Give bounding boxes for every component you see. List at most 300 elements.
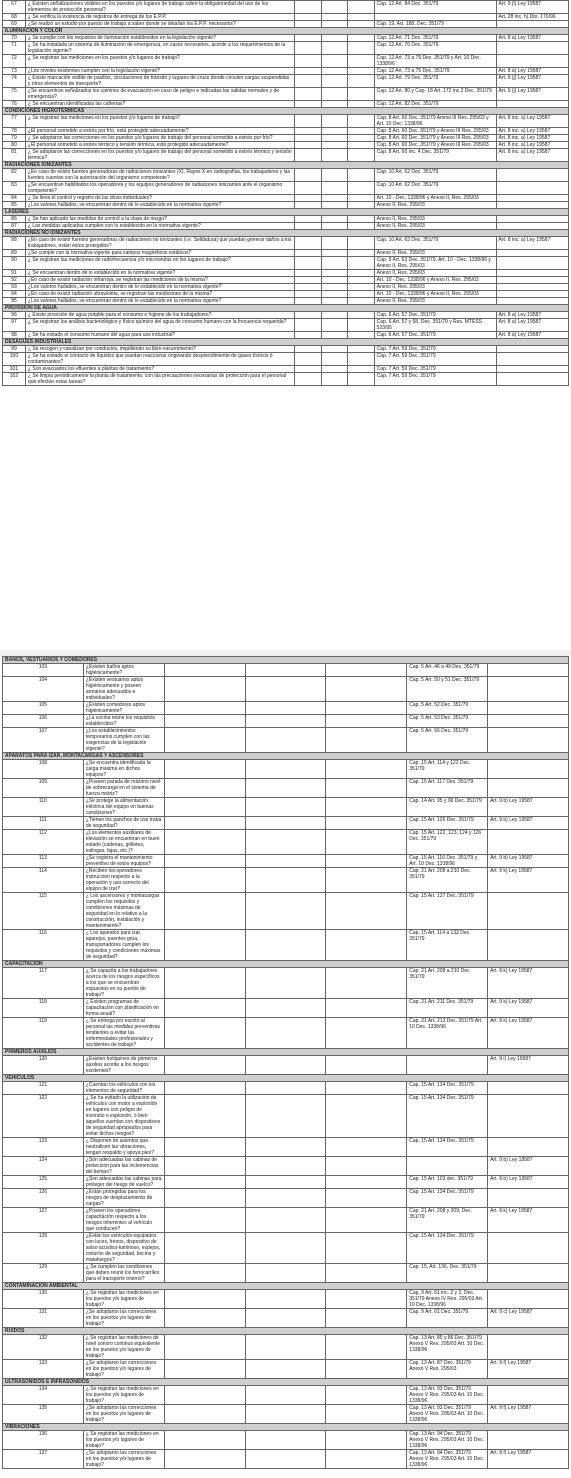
- answer-yes-cell[interactable]: [295, 142, 322, 149]
- answer-na-cell[interactable]: [326, 1233, 407, 1264]
- answer-na-cell[interactable]: [348, 115, 375, 128]
- answer-no-cell[interactable]: [321, 14, 348, 21]
- answer-na-cell[interactable]: [348, 14, 375, 21]
- answer-yes-cell[interactable]: [295, 75, 322, 88]
- answer-no-cell[interactable]: [245, 1360, 326, 1379]
- answer-yes-cell[interactable]: [164, 715, 245, 728]
- answer-no-cell[interactable]: [245, 855, 326, 868]
- answer-na-cell[interactable]: [348, 135, 375, 142]
- item-number: 95: [3, 298, 26, 305]
- answer-no-cell[interactable]: [321, 353, 348, 366]
- answer-na-cell[interactable]: [326, 1018, 407, 1049]
- answer-na-cell[interactable]: [348, 291, 375, 298]
- item-question: ¿Cuentan los vehículos con los elementos de seguridad?: [83, 1082, 164, 1095]
- answer-yes-cell[interactable]: [295, 353, 322, 366]
- answer-no-cell[interactable]: [245, 702, 326, 715]
- answer-na-cell[interactable]: [326, 1309, 407, 1328]
- answer-na-cell[interactable]: [326, 1386, 407, 1405]
- answer-no-cell[interactable]: [245, 1157, 326, 1176]
- answer-na-cell[interactable]: [326, 968, 407, 999]
- answer-na-cell[interactable]: [326, 830, 407, 855]
- checklist-row: [3, 760, 569, 779]
- section-header: [3, 28, 569, 35]
- answer-na-cell[interactable]: [348, 35, 375, 42]
- item-number: 126: [3, 1189, 84, 1208]
- checklist-row: [3, 830, 569, 855]
- answer-yes-cell[interactable]: [164, 855, 245, 868]
- item-question: ¿En caso de existir fuentes generadoras de radiaciones ionizantes (X), Rayos X en radiografías, los trabajadores y las fuentes cuentan con la autorización del organismo competente?: [25, 169, 294, 182]
- answer-no-cell[interactable]: [321, 298, 348, 305]
- item-number: 92: [3, 277, 26, 284]
- answer-no-cell[interactable]: [321, 277, 348, 284]
- answer-na-cell[interactable]: [326, 855, 407, 868]
- regulation-reference: Cap. 15 Art. 117 Dec. 351/79: [407, 779, 488, 798]
- answer-no-cell[interactable]: [245, 968, 326, 999]
- answer-yes-cell[interactable]: [295, 115, 322, 128]
- answer-yes-cell[interactable]: [295, 257, 322, 270]
- item-number: 86: [3, 216, 26, 223]
- item-number: 130: [3, 1290, 84, 1309]
- answer-yes-cell[interactable]: [164, 1450, 245, 1469]
- answer-no-cell[interactable]: [321, 149, 348, 162]
- answer-no-cell[interactable]: [245, 1290, 326, 1309]
- answer-yes-cell[interactable]: [295, 373, 322, 386]
- law-reference: Art. 8 inc. a) Ley 19587: [496, 135, 568, 142]
- regulation-reference: Cap. 15 Art. 134 Dec. 351/79: [407, 1189, 488, 1208]
- answer-na-cell[interactable]: [348, 312, 375, 319]
- answer-yes-cell[interactable]: [295, 128, 322, 135]
- answer-no-cell[interactable]: [321, 195, 348, 202]
- law-reference: Art. 8 inc. a) Ley 19587: [496, 142, 568, 149]
- answer-na-cell[interactable]: [348, 195, 375, 202]
- answer-no-cell[interactable]: [321, 142, 348, 149]
- answer-no-cell[interactable]: [321, 88, 348, 101]
- section-title: ILUMINACION Y COLOR: [3, 28, 569, 35]
- section-title: VEHÍCULOS: [3, 1075, 569, 1082]
- answer-no-cell[interactable]: [321, 35, 348, 42]
- answer-yes-cell[interactable]: [295, 270, 322, 277]
- item-question: ¿ Se ha evitado el contacto de líquidos que puedan reaccionar originando desprendimiento de gases tóxicos ó contaminantes?: [25, 353, 294, 366]
- answer-na-cell[interactable]: [326, 868, 407, 893]
- answer-yes-cell[interactable]: [164, 1233, 245, 1264]
- answer-na-cell[interactable]: [326, 1208, 407, 1233]
- checklist-row: [3, 35, 569, 42]
- regulation-reference: Cap. 15 Art. 134 Dec. 351/79: [407, 1138, 488, 1157]
- answer-no-cell[interactable]: [245, 1233, 326, 1264]
- item-number: 75: [3, 88, 26, 101]
- answer-no-cell[interactable]: [245, 868, 326, 893]
- answer-na-cell[interactable]: [326, 715, 407, 728]
- item-question: ¿ Los aparatos para izar, aparejos, puentes grúa, transportadores cumplen los requisitos y condiciones máximas de seguridad?: [83, 930, 164, 961]
- answer-na-cell[interactable]: [348, 366, 375, 373]
- answer-na-cell[interactable]: [348, 202, 375, 209]
- answer-yes-cell[interactable]: [164, 1309, 245, 1328]
- answer-na-cell[interactable]: [326, 930, 407, 961]
- answer-na-cell[interactable]: [348, 284, 375, 291]
- answer-no-cell[interactable]: [321, 128, 348, 135]
- answer-na-cell[interactable]: [326, 1335, 407, 1360]
- answer-no-cell[interactable]: [245, 1208, 326, 1233]
- answer-no-cell[interactable]: [245, 1176, 326, 1189]
- answer-no-cell[interactable]: [321, 373, 348, 386]
- answer-yes-cell[interactable]: [295, 35, 322, 42]
- answer-na-cell[interactable]: [326, 1056, 407, 1075]
- section-title: BAÑOS, VESTUARIOS Y COMEDORES: [3, 657, 569, 664]
- answer-yes-cell[interactable]: [164, 779, 245, 798]
- answer-yes-cell[interactable]: [295, 88, 322, 101]
- answer-yes-cell[interactable]: [295, 14, 322, 21]
- answer-yes-cell[interactable]: [295, 21, 322, 28]
- answer-na-cell[interactable]: [348, 1, 375, 14]
- regulation-reference: Cap. 19, Art. 188, Dec. 351/79: [374, 21, 496, 28]
- answer-yes-cell[interactable]: [164, 1176, 245, 1189]
- answer-yes-cell[interactable]: [164, 1095, 245, 1138]
- answer-yes-cell[interactable]: [164, 968, 245, 999]
- answer-yes-cell[interactable]: [295, 319, 322, 332]
- answer-no-cell[interactable]: [245, 798, 326, 817]
- answer-no-cell[interactable]: [245, 1189, 326, 1208]
- answer-no-cell[interactable]: [321, 21, 348, 28]
- answer-yes-cell[interactable]: [295, 149, 322, 162]
- answer-no-cell[interactable]: [245, 715, 326, 728]
- answer-yes-cell[interactable]: [295, 68, 322, 75]
- answer-no-cell[interactable]: [245, 1018, 326, 1049]
- item-number: 80: [3, 142, 26, 149]
- answer-no-cell[interactable]: [245, 1082, 326, 1095]
- checklist-row: [3, 728, 569, 753]
- answer-yes-cell[interactable]: [164, 1082, 245, 1095]
- answer-na-cell[interactable]: [326, 664, 407, 677]
- answer-no-cell[interactable]: [245, 817, 326, 830]
- answer-yes-cell[interactable]: [164, 1405, 245, 1424]
- answer-no-cell[interactable]: [321, 75, 348, 88]
- section-header: [3, 1379, 569, 1386]
- answer-no-cell[interactable]: [245, 1309, 326, 1328]
- section-title: CONDICIONES HIGROTÉRMICAS: [3, 108, 569, 115]
- item-question: ¿Existen baños aptos higiénicamente?: [83, 664, 164, 677]
- answer-no-cell[interactable]: [321, 223, 348, 230]
- law-reference: Art. 9 (j) Ley 19587: [496, 88, 568, 101]
- answer-yes-cell[interactable]: [295, 55, 322, 68]
- answer-no-cell[interactable]: [245, 930, 326, 961]
- item-number: 117: [3, 968, 84, 999]
- answer-no-cell[interactable]: [321, 182, 348, 195]
- answer-no-cell[interactable]: [321, 250, 348, 257]
- answer-na-cell[interactable]: [348, 223, 375, 230]
- answer-na-cell[interactable]: [348, 169, 375, 182]
- answer-no-cell[interactable]: [245, 779, 326, 798]
- answer-na-cell[interactable]: [348, 182, 375, 195]
- answer-yes-cell[interactable]: [295, 250, 322, 257]
- answer-yes-cell[interactable]: [295, 223, 322, 230]
- regulation-reference: Cap. 15 Art. 122, 123, 124 y 126 Dec. 351/79: [407, 830, 488, 855]
- answer-yes-cell[interactable]: [295, 237, 322, 250]
- item-number: 76: [3, 101, 26, 108]
- checklist-row: [3, 1, 569, 14]
- item-question: ¿ Existe marcación visible de pasillos, circulaciones de tránsito y lugares de cruce donde circulen cargas suspendidas y otros elementos de transporte?: [25, 75, 294, 88]
- checklist-row: [3, 237, 569, 250]
- item-question: ¿En caso de existir fuentes generadoras de radiaciones no ionizantes (i.e. Soldadura) que puedan generar daños a los trabajadores, están éstos protegidos?: [25, 237, 294, 250]
- answer-yes-cell[interactable]: [164, 1335, 245, 1360]
- answer-no-cell[interactable]: [321, 270, 348, 277]
- answer-no-cell[interactable]: [321, 291, 348, 298]
- checklist-row: [3, 373, 569, 386]
- answer-na-cell[interactable]: [326, 893, 407, 930]
- answer-yes-cell[interactable]: [164, 664, 245, 677]
- answer-no-cell[interactable]: [245, 677, 326, 702]
- answer-na-cell[interactable]: [326, 702, 407, 715]
- item-question: ¿ Existen programas de capacitación con planificación en forma anual?: [83, 999, 164, 1018]
- answer-yes-cell[interactable]: [164, 728, 245, 753]
- answer-na-cell[interactable]: [326, 999, 407, 1018]
- answer-yes-cell[interactable]: [164, 1018, 245, 1049]
- checklist-row: [3, 257, 569, 270]
- answer-na-cell[interactable]: [326, 1450, 407, 1469]
- checklist-row: [3, 1095, 569, 1138]
- item-question: ¿ Se limpia periódicamente la planta de tratamiento, con las precauciones necesarias de protección para el personal que efectúe estas tareas?: [25, 373, 294, 386]
- law-reference: Art. 9 b) Ley 19587: [488, 798, 569, 817]
- answer-no-cell[interactable]: [321, 284, 348, 291]
- checklist-row: [3, 1189, 569, 1208]
- answer-yes-cell[interactable]: [295, 135, 322, 142]
- checklist-row: [3, 1138, 569, 1157]
- regulation-reference: Anexo II, Res. 295/03: [374, 202, 496, 209]
- answer-no-cell[interactable]: [245, 1335, 326, 1360]
- answer-na-cell[interactable]: [348, 88, 375, 101]
- answer-na-cell[interactable]: [348, 257, 375, 270]
- item-question: ¿Los elementos auxiliares de elevación se encuentran en buen estado (cadenas, grilletes, eslingas, fajas, etc.)?: [83, 830, 164, 855]
- answer-yes-cell[interactable]: [164, 1208, 245, 1233]
- checklist-row: [3, 55, 569, 68]
- answer-no-cell[interactable]: [321, 101, 348, 108]
- answer-no-cell[interactable]: [245, 1056, 326, 1075]
- answer-yes-cell[interactable]: [164, 1264, 245, 1283]
- answer-yes-cell[interactable]: [164, 817, 245, 830]
- answer-no-cell[interactable]: [245, 1405, 326, 1424]
- item-question: ¿Se adoptaron las correcciones en los puestos y/o lugares de trabajo?: [83, 1450, 164, 1469]
- answer-yes-cell[interactable]: [295, 195, 322, 202]
- answer-yes-cell[interactable]: [295, 216, 322, 223]
- answer-na-cell[interactable]: [348, 42, 375, 55]
- checklist-row: [3, 195, 569, 202]
- answer-yes-cell[interactable]: [295, 101, 322, 108]
- answer-no-cell[interactable]: [245, 1450, 326, 1469]
- answer-yes-cell[interactable]: [295, 312, 322, 319]
- answer-na-cell[interactable]: [326, 1405, 407, 1424]
- answer-na-cell[interactable]: [326, 1264, 407, 1283]
- answer-na-cell[interactable]: [348, 346, 375, 353]
- answer-na-cell[interactable]: [326, 1082, 407, 1095]
- checklist-row: [3, 346, 569, 353]
- answer-na-cell[interactable]: [326, 779, 407, 798]
- answer-na-cell[interactable]: [326, 1176, 407, 1189]
- answer-yes-cell[interactable]: [164, 1157, 245, 1176]
- answer-yes-cell[interactable]: [164, 999, 245, 1018]
- item-question: ¿ Se lleva el control y registro de las dosis individuales?: [25, 195, 294, 202]
- answer-na-cell[interactable]: [348, 21, 375, 28]
- answer-no-cell[interactable]: [321, 68, 348, 75]
- answer-na-cell[interactable]: [348, 353, 375, 366]
- regulation-reference: Cap. 21 Art. 208 a 210 Dec. 351/79: [407, 868, 488, 893]
- answer-no-cell[interactable]: [245, 1138, 326, 1157]
- section-header: [3, 753, 569, 760]
- section-header: [3, 961, 569, 968]
- answer-no-cell[interactable]: [245, 893, 326, 930]
- answer-no-cell[interactable]: [321, 346, 348, 353]
- section-title: VIBRACIONES: [3, 1424, 569, 1431]
- law-reference: Art. 9 k) Ley 19587: [488, 868, 569, 893]
- answer-no-cell[interactable]: [245, 1264, 326, 1283]
- answer-yes-cell[interactable]: [295, 169, 322, 182]
- answer-na-cell[interactable]: [348, 270, 375, 277]
- answer-yes-cell[interactable]: [295, 42, 322, 55]
- checklist-row: [3, 817, 569, 830]
- item-number: 135: [3, 1405, 84, 1424]
- answer-no-cell[interactable]: [321, 237, 348, 250]
- answer-yes-cell[interactable]: [295, 291, 322, 298]
- law-reference: [488, 1335, 569, 1360]
- law-reference: [488, 760, 569, 779]
- checklist-row: [3, 868, 569, 893]
- answer-yes-cell[interactable]: [295, 202, 322, 209]
- answer-no-cell[interactable]: [321, 216, 348, 223]
- answer-yes-cell[interactable]: [295, 182, 322, 195]
- answer-na-cell[interactable]: [348, 216, 375, 223]
- answer-no-cell[interactable]: [321, 1, 348, 14]
- section-title: ULTRASONIDOS E INFRASONIDOS: [3, 1379, 569, 1386]
- answer-na-cell[interactable]: [326, 798, 407, 817]
- answer-no-cell[interactable]: [321, 42, 348, 55]
- answer-yes-cell[interactable]: [295, 346, 322, 353]
- answer-yes-cell[interactable]: [164, 1431, 245, 1450]
- answer-no-cell[interactable]: [245, 1431, 326, 1450]
- answer-na-cell[interactable]: [348, 149, 375, 162]
- regulation-reference: Cap. 8 Art. 60 inc. 4 Dec. 351/79: [374, 149, 496, 162]
- regulation-reference: Cap. 12 Art. 76 Dec. 351/79: [374, 42, 496, 55]
- answer-yes-cell[interactable]: [164, 798, 245, 817]
- answer-yes-cell[interactable]: [164, 868, 245, 893]
- answer-yes-cell[interactable]: [295, 1, 322, 14]
- answer-no-cell[interactable]: [245, 728, 326, 753]
- section-title: PRIMEROS AUXILIOS: [3, 1049, 569, 1056]
- answer-no-cell[interactable]: [321, 169, 348, 182]
- answer-na-cell[interactable]: [326, 677, 407, 702]
- answer-yes-cell[interactable]: [164, 1360, 245, 1379]
- answer-na-cell[interactable]: [326, 1138, 407, 1157]
- item-question: ¿Se adoptaron las correcciones en los puestos y/o lugares de trabajo?: [83, 1309, 164, 1328]
- answer-no-cell[interactable]: [321, 55, 348, 68]
- item-number: 124: [3, 1157, 84, 1176]
- answer-no-cell[interactable]: [321, 319, 348, 332]
- item-question: ¿Se registra el mantenimiento preventivo de estos equipos?: [83, 855, 164, 868]
- answer-no-cell[interactable]: [245, 1386, 326, 1405]
- answer-na-cell[interactable]: [326, 1360, 407, 1379]
- item-number: 118: [3, 999, 84, 1018]
- answer-no-cell[interactable]: [321, 115, 348, 128]
- answer-na-cell[interactable]: [326, 1431, 407, 1450]
- answer-yes-cell[interactable]: [164, 677, 245, 702]
- answer-na-cell[interactable]: [326, 728, 407, 753]
- answer-yes-cell[interactable]: [295, 366, 322, 373]
- answer-yes-cell[interactable]: [295, 277, 322, 284]
- answer-na-cell[interactable]: [348, 128, 375, 135]
- law-reference: Art. 9 f) Ley 19587: [488, 1450, 569, 1469]
- regulation-reference: Cap. 21 Art. 213 Dec. 351/79 Art. 10 Dec. 1338/96: [407, 1018, 488, 1049]
- answer-yes-cell[interactable]: [164, 1138, 245, 1157]
- answer-na-cell[interactable]: [348, 75, 375, 88]
- answer-yes-cell[interactable]: [164, 760, 245, 779]
- checklist-row: [3, 1450, 569, 1469]
- answer-yes-cell[interactable]: [164, 1290, 245, 1309]
- answer-na-cell[interactable]: [348, 55, 375, 68]
- answer-na-cell[interactable]: [326, 817, 407, 830]
- answer-yes-cell[interactable]: [295, 332, 322, 339]
- answer-na-cell[interactable]: [348, 68, 375, 75]
- answer-yes-cell[interactable]: [164, 1056, 245, 1075]
- answer-na-cell[interactable]: [348, 237, 375, 250]
- answer-no-cell[interactable]: [245, 999, 326, 1018]
- answer-yes-cell[interactable]: [164, 830, 245, 855]
- answer-no-cell[interactable]: [245, 664, 326, 677]
- checklist-row: [3, 319, 569, 332]
- item-number: 71: [3, 42, 26, 55]
- item-question: ¿Existen vestuarios aptos higiénicamente y poseen armarios adecuados e individuales?: [83, 677, 164, 702]
- answer-no-cell[interactable]: [321, 202, 348, 209]
- answer-no-cell[interactable]: [321, 366, 348, 373]
- law-reference: [488, 893, 569, 930]
- item-question: ¿ Se entrega por escrito al personal las medidas preventivas tendientes a evitar las enfermedades profesionales y accidentes de trabajo?: [83, 1018, 164, 1049]
- item-number: 110: [3, 798, 84, 817]
- answer-yes-cell[interactable]: [164, 1386, 245, 1405]
- answer-no-cell[interactable]: [245, 830, 326, 855]
- answer-yes-cell[interactable]: [164, 1189, 245, 1208]
- answer-na-cell[interactable]: [326, 1189, 407, 1208]
- answer-na-cell[interactable]: [348, 373, 375, 386]
- answer-no-cell[interactable]: [321, 332, 348, 339]
- answer-no-cell[interactable]: [245, 1095, 326, 1138]
- answer-na-cell[interactable]: [348, 319, 375, 332]
- answer-na-cell[interactable]: [348, 298, 375, 305]
- answer-yes-cell[interactable]: [164, 930, 245, 961]
- regulation-reference: Cap. 15, Art. 136, Dec. 351/79: [407, 1264, 488, 1283]
- regulation-reference: Cap. 12 Art. 80 y Cap. 18 Art. 172 inc 2 Dec. 351/79: [374, 88, 496, 101]
- answer-yes-cell[interactable]: [164, 893, 245, 930]
- answer-na-cell[interactable]: [326, 760, 407, 779]
- answer-na-cell[interactable]: [348, 142, 375, 149]
- answer-yes-cell[interactable]: [295, 284, 322, 291]
- answer-na-cell[interactable]: [348, 332, 375, 339]
- item-question: ¿ Se adoptaron las correcciones en los puestos y/o lugares de trabajo del personal sometido a estrés por frío?: [25, 135, 294, 142]
- answer-no-cell[interactable]: [321, 312, 348, 319]
- item-question: ¿ Se han aplicado las medidas de control a la clase de riesgo?: [25, 216, 294, 223]
- item-question: ¿Se protege la alimentación eléctrica del equipo en buenas condiciones?: [83, 798, 164, 817]
- answer-na-cell[interactable]: [326, 1157, 407, 1176]
- answer-na-cell[interactable]: [326, 1290, 407, 1309]
- regulation-reference: Cap. 13 Art. 93 Dec. 351/79 Anexo V Res. 295/03 Art. 10 Dec. 1338/96: [407, 1386, 488, 1405]
- answer-na-cell[interactable]: [348, 277, 375, 284]
- answer-yes-cell[interactable]: [164, 702, 245, 715]
- law-reference: [488, 1233, 569, 1264]
- answer-yes-cell[interactable]: [295, 298, 322, 305]
- answer-na-cell[interactable]: [348, 250, 375, 257]
- law-reference: [488, 1095, 569, 1138]
- answer-na-cell[interactable]: [348, 101, 375, 108]
- answer-no-cell[interactable]: [321, 135, 348, 142]
- answer-no-cell[interactable]: [321, 257, 348, 270]
- answer-na-cell[interactable]: [326, 1095, 407, 1138]
- answer-no-cell[interactable]: [245, 760, 326, 779]
- item-number: 121: [3, 1082, 84, 1095]
